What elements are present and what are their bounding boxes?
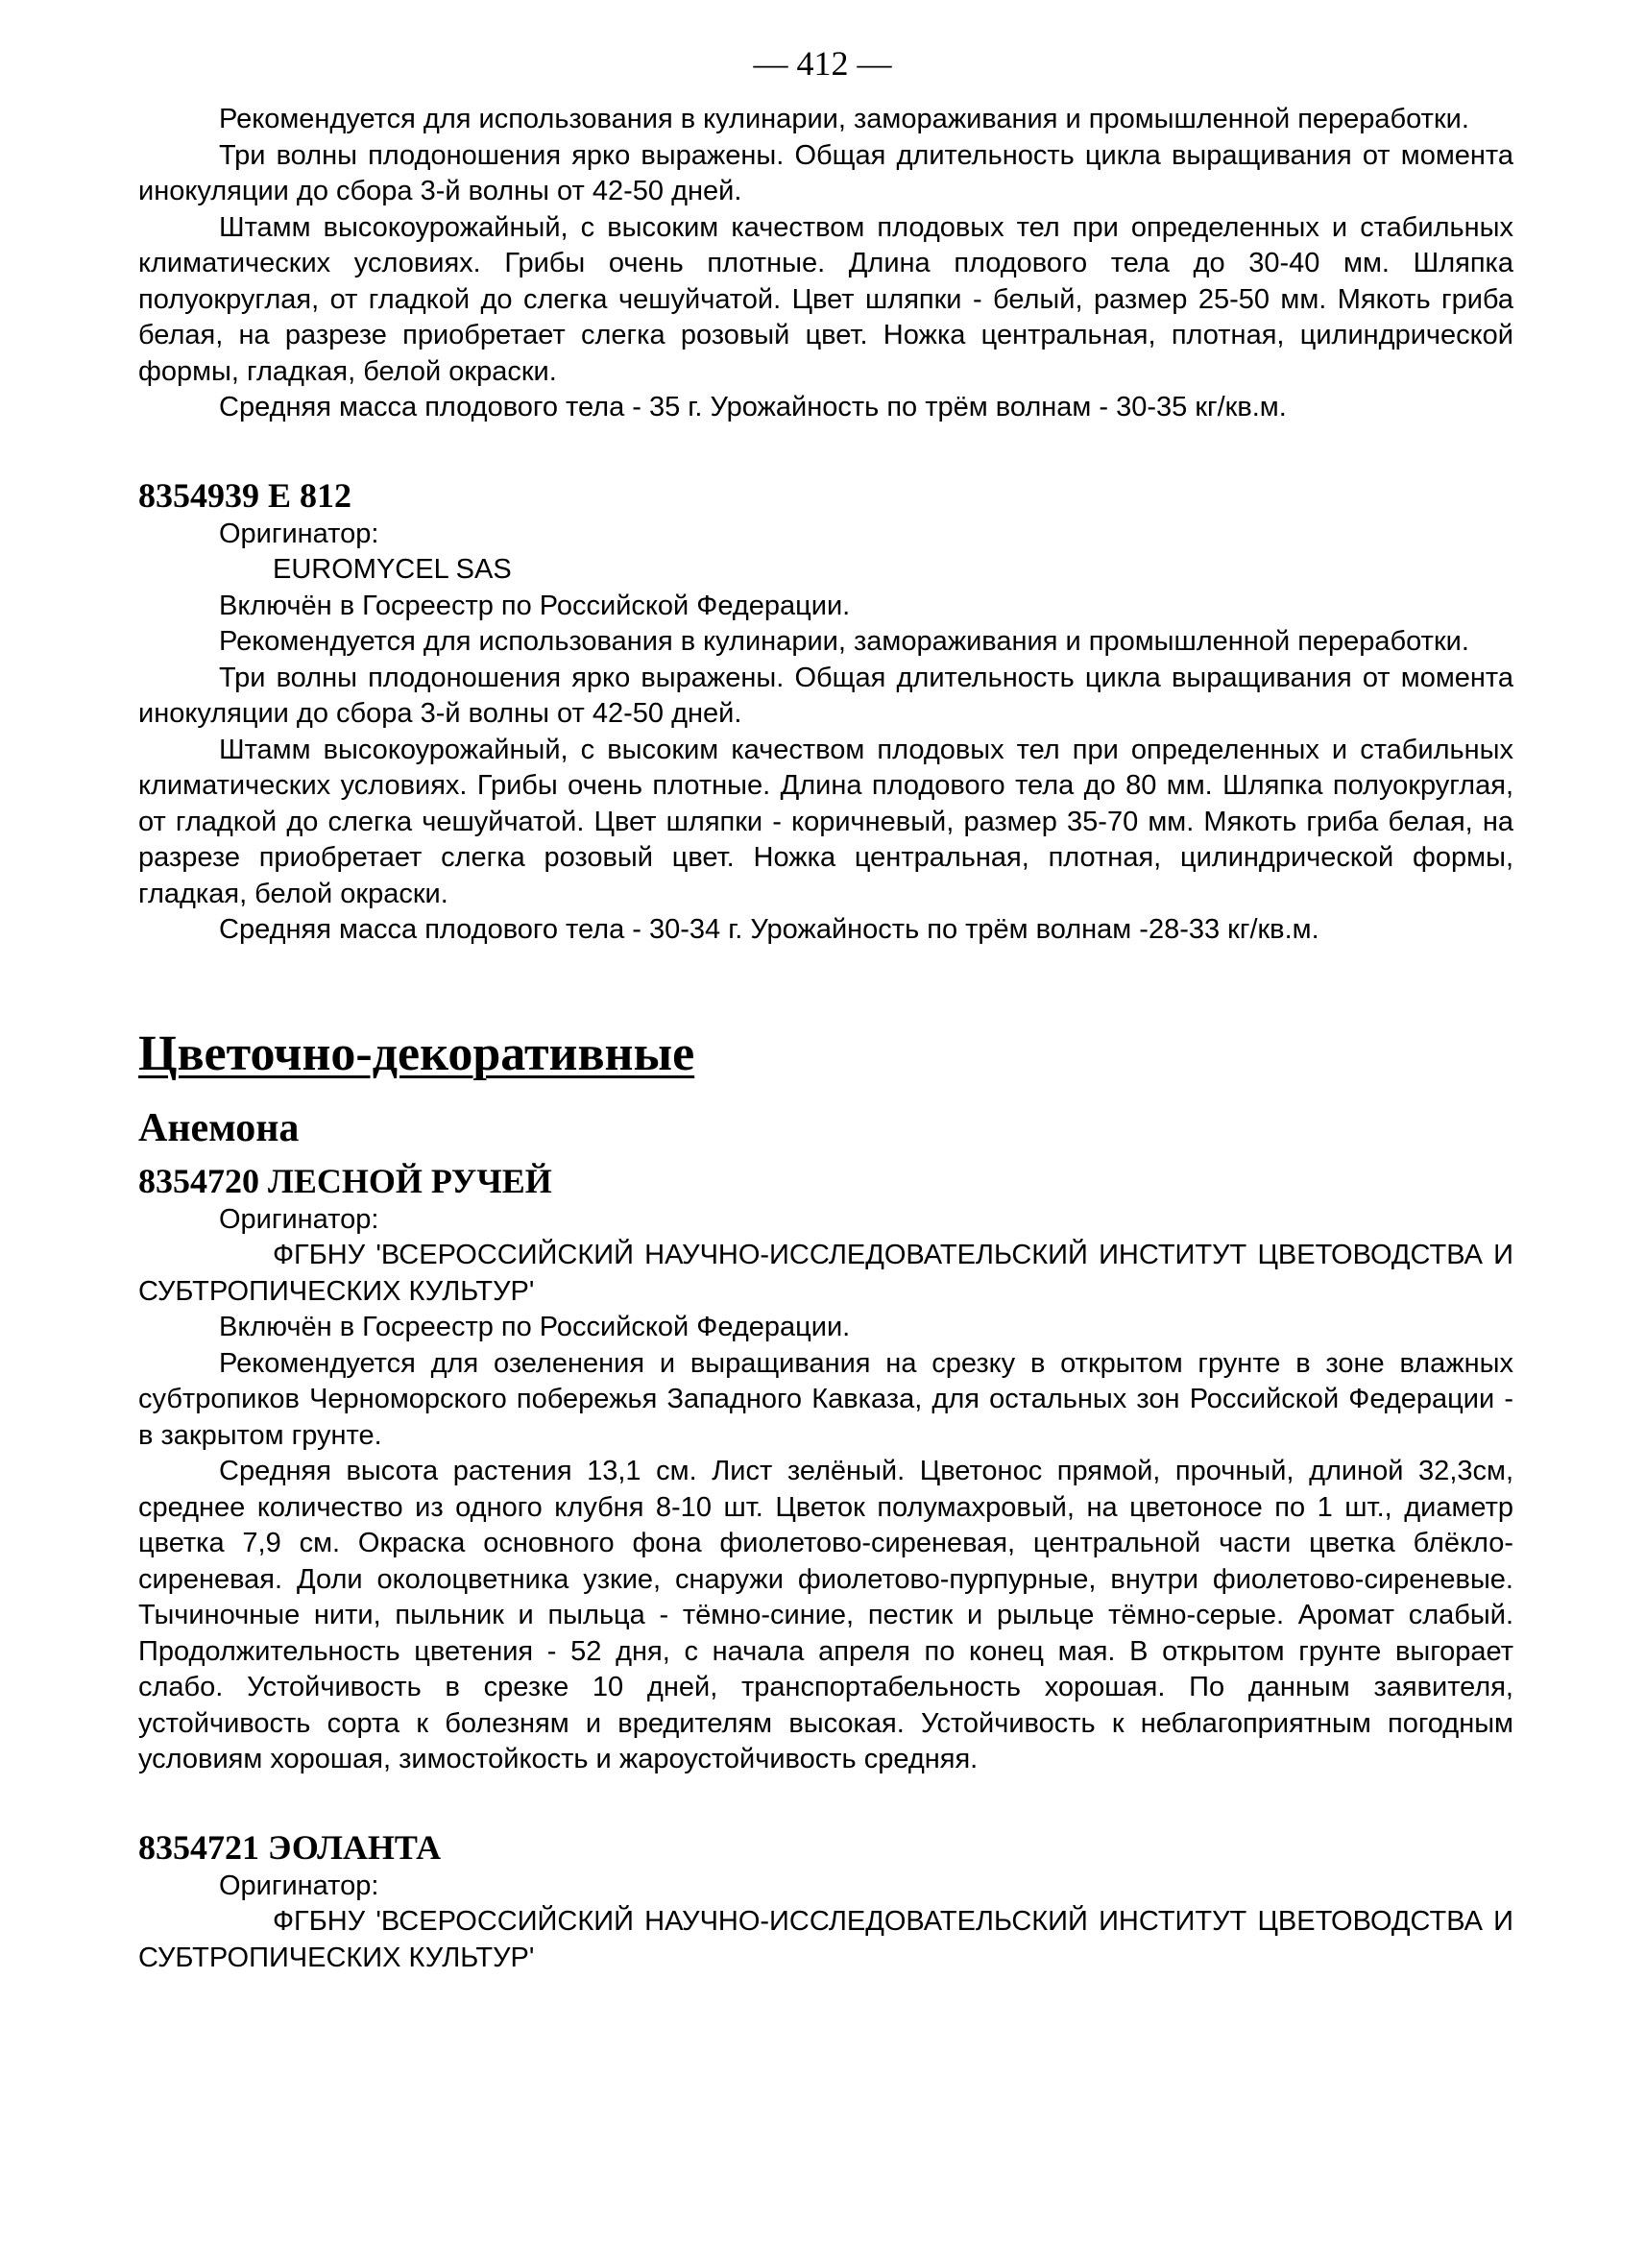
page-content	[138, 102, 1513, 1976]
entry-title: 8354939 E 812	[138, 475, 352, 515]
usage-paragraph: Рекомендуется для использования в кулинарии, замораживания и промышленной переработки.	[219, 626, 1469, 657]
originator-name: ФГБНУ 'ВСЕРОССИЙСКИЙ НАУЧНО-ИССЛЕДОВАТЕЛЬСКИЙ ИНСТИТУТ ЦВЕТОВОДСТВА И СУБТРОПИЧЕСКИХ КУЛЬТУР'	[138, 1906, 1513, 1973]
fruiting-paragraph: Три волны плодоношения ярко выражены. Общая длительность цикла выращивания от момента инокуляции до сбора 3-й волны от 42-50 дней.	[138, 139, 1513, 206]
originator-name: EUROMYCEL SAS	[273, 554, 512, 585]
continuation-block	[138, 102, 1513, 426]
originator-label: Оригинатор:	[219, 1203, 379, 1235]
entry-lesnoy-ruchey	[138, 1160, 1513, 1778]
registry-note: Включён в Госреестр по Российской Федерации.	[219, 590, 851, 621]
page-number: — 412 —	[753, 44, 892, 83]
usage-paragraph: Рекомендуется для использования в кулинарии, замораживания и промышленной переработки.	[219, 104, 1469, 134]
description-paragraph: Штамм высокоурожайный, с высоким качеством плодовых тел при определенных и стабильных климатических условиях. Грибы очень плотные. Длина плодового тела до 80 мм. Шляпка полуокруглая, от гладкой до слегка чешуйчатой. Цвет шляпки - коричневый, размер 35-70 мм. Мякоть гриба белая, на разрезе приобретает слегка розовый цвет. Ножка центральная, плотная, цилиндрической формы, гладкая, белой окраски.	[138, 734, 1513, 909]
originator-label: Оригинатор:	[219, 1870, 379, 1901]
registry-note: Включён в Госреестр по Российской Федерации.	[219, 1312, 851, 1342]
yield-paragraph: Средняя масса плодового тела - 30-34 г. Урожайность по трём волнам -28-33 кг/кв.м.	[219, 914, 1319, 945]
description-paragraph: Средняя высота растения 13,1 см. Лист зелёный. Цветонос прямой, прочный, длиной 32,3см, среднее количество из одного клубня 8-10 шт. Цветок полумахровый, на цветоносе по 1 шт., диаметр цветка 7,9 см. Окраска основного фона фиолетово-сиреневая, центральной части цветка блёкло-сиреневая. Доли околоцветника узкие, снаружи фиолетово-пурпурные, внутри фиолетово-сиреневые. Тычиночные нити, пыльник и пыльца - тёмно-синие, пестик и рыльце тёмно-серые. Аромат слабый. Продолжительность цветения - 52 дня, с начала апреля по конец мая. В открытом грунте выгорает слабо. Устойчивость в срезке 10 дней, транспортабельность хорошая. По данным заявителя, устойчивость сорта к болезням и вредителям высокая. Устойчивость к неблагоприятным погодным условиям хорошая, зимостойкость и жароустойчивость средняя.	[138, 1456, 1513, 1774]
usage-paragraph: Рекомендуется для озеленения и выращивания на срезку в открытом грунте в зоне влажных субтропиков Черноморского побережья Западного Кавказа, для остальных зон Российской Федерации - в закрытом грунте.	[138, 1347, 1513, 1451]
fruiting-paragraph: Три волны плодоношения ярко выражены. Общая длительность цикла выращивания от момента инокуляции до сбора 3-й волны от 42-50 дней.	[138, 662, 1513, 729]
description-paragraph: Штамм высокоурожайный, с высоким качеством плодовых тел при определенных и стабильных климатических условиях. Грибы очень плотные. Длина плодового тела до 30-40 мм. Шляпка полуокруглая, от гладкой до слегка чешуйчатой. Цвет шляпки - белый, размер 25-50 мм. Мякоть гриба белая, на разрезе приобретает слегка розовый цвет. Ножка центральная, плотная, цилиндрической формы, гладкая, белой окраски.	[138, 211, 1513, 387]
entry-title: 8354720 ЛЕСНОЙ РУЧЕЙ	[138, 1161, 552, 1200]
entry-e812	[138, 474, 1513, 949]
section-title: Цветочно-декоративные	[138, 1025, 695, 1081]
entry-eolanta	[138, 1826, 1513, 1977]
originator-name: ФГБНУ 'ВСЕРОССИЙСКИЙ НАУЧНО-ИССЛЕДОВАТЕЛЬСКИЙ ИНСТИТУТ ЦВЕТОВОДСТВА И СУБТРОПИЧЕСКИХ КУЛЬТУР'	[138, 1240, 1513, 1307]
yield-paragraph: Средняя масса плодового тела - 35 г. Урожайность по трём волнам - 30-35 кг/кв.м.	[219, 392, 1287, 422]
genus-title: Анемона	[138, 1105, 300, 1150]
entry-title: 8354721 ЭОЛАНТА	[138, 1827, 442, 1867]
originator-label: Оригинатор:	[219, 518, 379, 549]
